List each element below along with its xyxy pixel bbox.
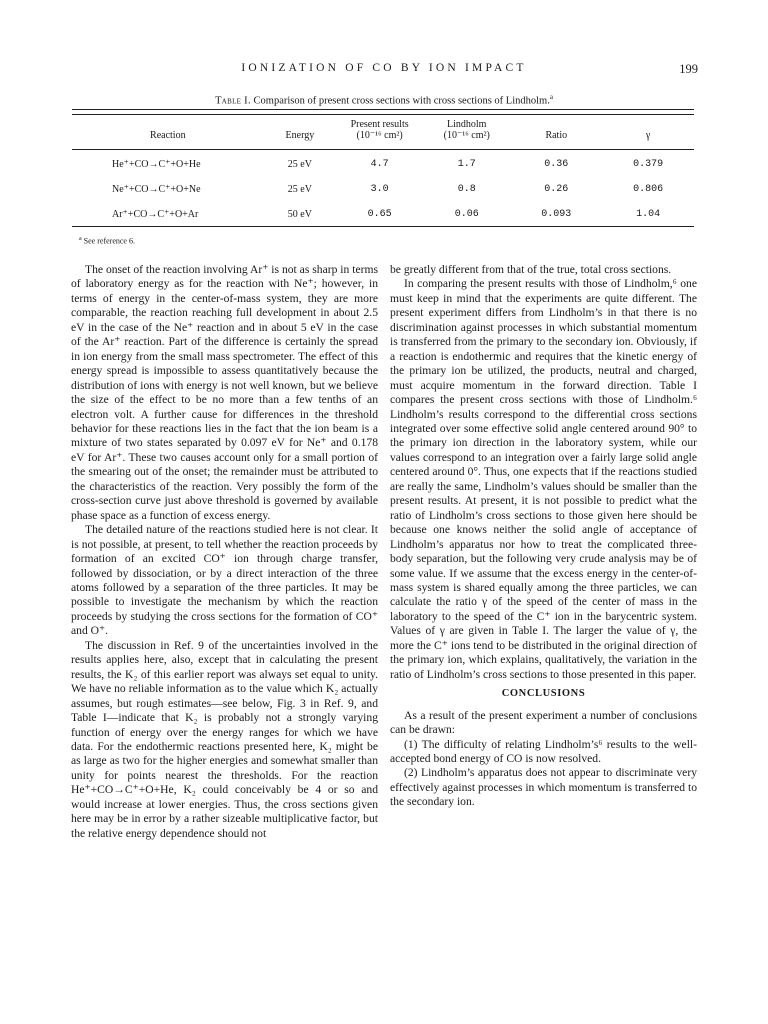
body-paragraph: be greatly different from that of the true, total cross sections. [390, 263, 672, 276]
cell-ratio: 0.093 [510, 200, 602, 227]
right-column [390, 263, 697, 810]
cell-reaction: Ne⁺+CO→C⁺+O+Ne [112, 183, 201, 195]
table-caption-footnote-mark: a [549, 93, 553, 101]
cell-lindholm: 0.06 [423, 200, 510, 227]
cell-present: 4.7 [370, 158, 389, 170]
table-row [72, 200, 694, 227]
body-paragraph: The detailed nature of the reactions studied here is not clear. It is not possible, at present, to tell whether the reaction proceeds by formation of an excited CO⁺ ion through charge transfer, followed by dissociation, or by a direct interaction of the three atoms followed by a separation of the three particles. It may be possible to investigate the mechanism by which the reaction proceeds by studying the cross sections for the formation of CO⁺ and O⁺. [71, 523, 378, 638]
header-gamma: γ [602, 115, 694, 150]
left-column [71, 263, 378, 841]
table-footnote [79, 236, 135, 246]
cell-present: 3.0 [370, 183, 389, 195]
running-title: IONIZATION OF CO BY ION IMPACT [241, 62, 527, 74]
footnote-text: See reference 6. [83, 236, 135, 246]
table-row [72, 150, 694, 176]
conclusion-item: (2) Lindholm’s apparatus does not appear to discriminate very effectively against processes in which momentum is transferred to the secondary ion. [390, 766, 697, 809]
cell-energy: 50 eV [264, 200, 336, 227]
table-caption-text: Comparison of present cross sections with cross sections of Lindholm. [253, 95, 550, 107]
cell-gamma: 1.04 [602, 200, 694, 227]
body-paragraph: The onset of the reaction involving Ar⁺ is not as sharp in terms of laboratory energy as for the reaction with Ne⁺; however, in terms of energy in the center-of-mass system, they are more comparable, the reaction reaching full development in about 2.5 eV in the case of the Ne⁺ reaction and in about 5 eV in the case of the Ar⁺ reaction. Part of the difference is certainly the spread in ion energy from the small mass spectrometer. The effect of this energy spread is impossible to assess quantitatively because the distribution of ions with energy is not well known, but we believe the size of the effect to be no more than a few tenths of an electron volt. A further cause for differences in the threshold behavior for these reactions lies in the fact that the ion beam is a mixture of two states separated by 0.097 eV for Ne⁺ and 0.178 eV for Ar⁺. These two causes account only for a small portion of the smearing out of the onset; the remainder must be attributed to the characteristics of the reaction. Very possibly the form of the cross-section curve just above threshold is governed by available phase space as a function of excess energy. [71, 263, 378, 522]
table-row [72, 175, 694, 200]
header-present: Present results (10⁻¹⁶ cm²) [336, 115, 423, 150]
header-lindholm: Lindholm (10⁻¹⁶ cm²) [423, 115, 510, 150]
cell-gamma: 0.806 [633, 183, 664, 195]
header-ratio: Ratio [510, 115, 602, 150]
cell-present: 0.65 [336, 200, 423, 227]
page-number: 199 [679, 62, 698, 76]
table-caption [0, 93, 768, 107]
table-header-row [72, 115, 694, 150]
cell-energy: 25 eV [287, 158, 312, 170]
body-paragraph: The discussion in Ref. 9 of the uncertainties involved in the results applies here, also, except that in calculating the present results, the K₂ of this earlier report was always set equal to unity. We have no reliable information as to the value which K₂ actually assumes, but rough estimates—see below, Fig. 3 in Ref. 9, and Table I—indicate that K₂ is probably not a strongly varying function of energy over the energy ranges for which we have data. For the endothermic reactions presented here, K₂ might be as large as two for the higher energies and somewhat smaller than unity for points nearest the thresholds. For the reaction He⁺+CO→C⁺+O+He, K₂ could conceivably be 4 or so and would increase at lower energies. Thus, the cross sections given here may be in error by a rather sizeable multiplicative factor, but the relative energy dependence should not [71, 638, 378, 840]
body-paragraph: In comparing the present results with those of Lindholm,⁶ one must keep in mind that the experiments are quite different. The present experiment differs from Lindholm’s in that there is no discrimination against processes in which substantial momentum is transferred from the primary to the secondary ion. Obviously, if a reaction is endothermic and requires that the kinetic energy of the primary ion be utilized, the products, neutral and charged, must acquire momentum in the forward direction. Table I compares the present cross sections with those of Lindholm.⁶ Lindholm’s results correspond to the differential cross sections integrated over some effective solid angle centered around 90° to the primary ion direction in the laboratory system, while our values correspond to an integration over a fairly large solid angle centered around 0°. Thus, one expects that if the reactions studied are really the same, Lindholm’s values should be smaller than the present results. At present, it is not possible to predict what the ratio of Lindholm’s cross sections to those given here should be because one knows neither the solid angle of acceptance of Lindholm’s apparatus nor how to treat the complicated three-body separation, but the following very crude analysis may be of some value. If we assume that the excess energy in the center-of-mass system is shared equally among the three particles, we can calculate the ratio γ of the speed of the center of mass in the laboratory to the speed of the C⁺ ion in the barycentric system. Values of γ are given in Table I. The larger the value of γ, the more the C⁺ ions tend to be distributed in the original direction of the primary ion, which explains, qualitatively, the variation in the ratio of Lindholm’s cross sections to those presented in this paper. [390, 277, 697, 681]
footnote-mark: a [79, 236, 82, 242]
cell-energy: 25 eV [287, 183, 312, 195]
cell-ratio: 0.36 [544, 158, 569, 170]
header-reaction: Reaction [72, 115, 264, 150]
header-energy: Energy [264, 115, 336, 150]
cell-gamma: 0.379 [633, 158, 664, 170]
cell-lindholm: 0.8 [457, 183, 476, 195]
cell-lindholm: 1.7 [457, 158, 476, 170]
cell-reaction: Ar⁺+CO→C⁺+O+Ar [72, 200, 264, 227]
section-heading-conclusions: CONCLUSIONS [501, 688, 586, 700]
conclusion-item: (1) The difficulty of relating Lindholm’s⁶ results to the well-accepted bond energy of CO is now resolved. [390, 737, 697, 765]
cell-reaction: He⁺+CO→C⁺+O+He [112, 158, 201, 170]
page-header [0, 62, 768, 78]
cell-ratio: 0.26 [544, 183, 569, 195]
table-caption-label: Table I. [215, 95, 251, 107]
conclusions-intro: As a result of the present experiment a number of conclusions can be drawn: [390, 708, 697, 737]
comparison-table [72, 109, 694, 227]
